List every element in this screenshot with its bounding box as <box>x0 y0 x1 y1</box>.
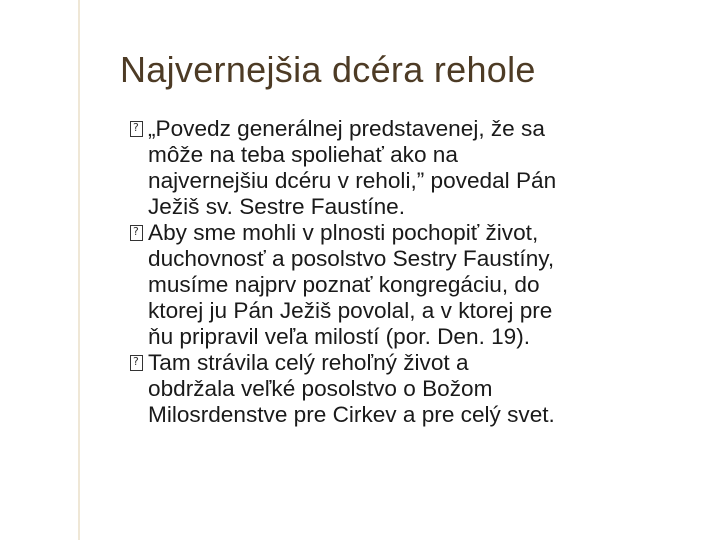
bullet-line: „Povedz generálnej predstavenej, že sa <box>148 116 545 141</box>
bullet-line: musíme najprv poznať kongregáciu, do <box>148 272 540 297</box>
bullet-line: Aby sme mohli v plnosti pochopiť život, <box>148 220 539 245</box>
left-accent-rule <box>78 0 80 540</box>
bullet-line: Ježiš sv. Sestre Faustíne. <box>148 194 405 219</box>
bullet-item <box>128 220 708 350</box>
bullet-list <box>128 116 708 428</box>
bullet-box-icon <box>130 121 143 137</box>
bullet-line: ňu pripravil veľa milostí (por. Den. 19). <box>148 324 531 349</box>
bullet-box-icon <box>130 225 143 241</box>
bullet-line: Tam strávila celý rehoľný život a <box>148 350 469 375</box>
bullet-line: obdržala veľké posolstvo o Božom <box>148 376 493 401</box>
bullet-line: Milosrdenstve pre Cirkev a pre celý svet. <box>148 402 555 427</box>
bullet-item <box>128 116 708 220</box>
bullet-line: môže na teba spoliehať ako na <box>148 142 458 167</box>
bullet-line: ktorej ju Pán Ježiš povolal, a v ktorej pre <box>148 298 553 323</box>
bullet-item <box>128 350 708 428</box>
bullet-box-icon <box>130 355 143 371</box>
bullet-line: najvernejšiu dcéru v reholi,” povedal Pán <box>148 168 557 193</box>
bullet-line: duchovnosť a posolstvo Sestry Faustíny, <box>148 246 555 271</box>
slide-title: Najvernejšia dcéra rehole <box>120 49 536 90</box>
